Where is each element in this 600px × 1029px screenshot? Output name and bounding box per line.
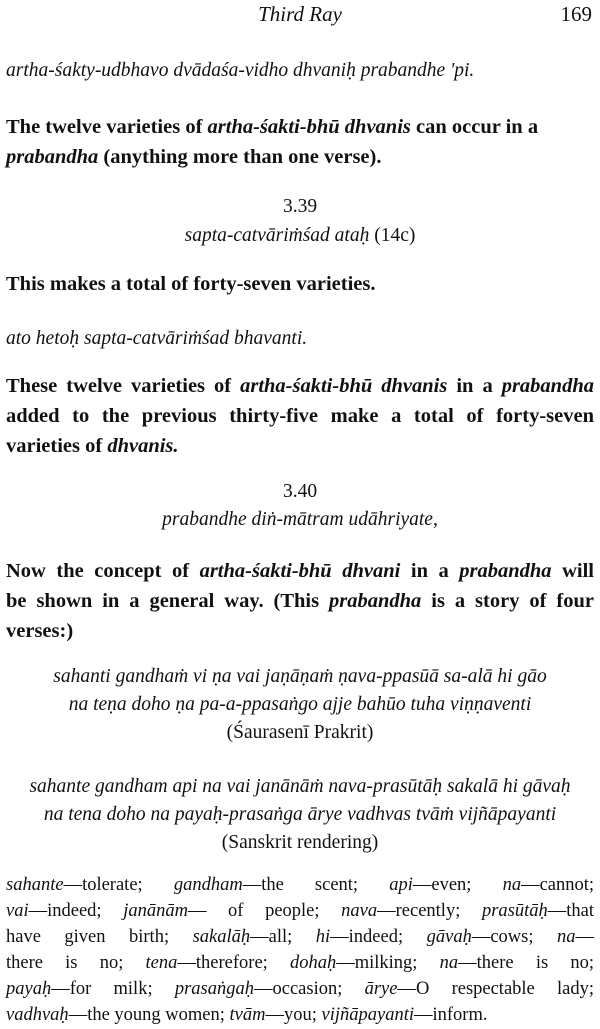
verse-number: 3.39	[282, 196, 318, 217]
paragraph-line: These twelve varieties of artha-śakti-bhū dhvanis in a prabandha	[6, 375, 594, 397]
translation-paragraph-4	[6, 556, 594, 646]
sanskrit-verse	[6, 773, 594, 857]
page-header	[0, 2, 600, 32]
word-for-word-gloss	[6, 872, 594, 1028]
verse-label: (Sanskrit rendering)	[221, 832, 379, 853]
running-head: Third Ray	[258, 2, 342, 26]
verse-line: sahanti gandhaṁ vi ṇa vai jaṇāṇaṁ ṇava-ppasūā sa-alā hi gāo	[53, 666, 547, 687]
sanskrit-line-p1: artha-śakty-udbhavo dvādaśa-vidho dhvaniḥ prabandhe 'pi.	[6, 60, 475, 81]
paragraph-line: be shown in a general way. (This prabandha is a story of four	[6, 590, 594, 612]
page-number: 169	[560, 2, 592, 26]
paragraph-line: added to the previous thirty-five make a total of forty-seven	[6, 405, 594, 427]
gloss-line: vadhvaḥ—the young women; tvām—you; vijñāpayanti—inform.	[6, 1005, 488, 1025]
verse-line: na teṇa doho ṇa pa-a-ppasaṅgo ajje bahūo tuha viṇṇaventi	[68, 694, 532, 715]
gloss-line: there is no; tena—therefore; dohaḥ—milking; na—there is no;	[6, 953, 595, 973]
translation-paragraph-3	[6, 371, 594, 461]
paragraph-line: verses:)	[6, 620, 74, 642]
verse-label: (Śaurasenī Prakrit)	[226, 722, 374, 743]
verse-text: prabandhe diṅ-mātram udāhriyate,	[162, 509, 438, 530]
translation-paragraph-2: This makes a total of forty-seven varieties.	[6, 273, 376, 295]
verse-3-40	[6, 478, 594, 534]
prakrit-verse	[6, 663, 594, 747]
paragraph-line: varieties of dhvanis.	[6, 435, 179, 457]
gloss-line: vai—indeed; janānām— of people; nava—recently; prasūtāḥ—that	[6, 901, 595, 921]
paragraph-line: The twelve varieties of artha-śakti-bhū dhvanis can occur in a	[6, 116, 539, 138]
verse-line: sahante gandham api na vai janānāṁ nava-prasūtāḥ sakalā hi gāvaḥ	[29, 776, 571, 797]
paragraph-line: prabandha (anything more than one verse).	[6, 146, 382, 168]
verse-line: na tena doho na payaḥ-prasaṅga ārye vadhvas tvāṁ vijñāpayanti	[43, 804, 557, 825]
gloss-line: sahante—tolerate; gandham—the scent; api—even; na—cannot;	[6, 875, 595, 895]
paragraph-line: Now the concept of artha-śakti-bhū dhvani in a prabandha will	[6, 560, 594, 582]
verse-text: sapta-catvāriṁśad ataḥ (14c)	[184, 225, 416, 246]
verse-3-39	[6, 192, 594, 250]
sanskrit-line-p4: ato hetoḥ sapta-catvāriṁśad bhavanti.	[6, 328, 308, 349]
gloss-line: payaḥ—for milk; prasaṅgaḥ—occasion; ārye—O respectable lady;	[6, 979, 594, 999]
verse-number: 3.40	[282, 481, 318, 502]
translation-paragraph-1	[6, 112, 594, 172]
gloss-line: have given birth; sakalāḥ—all; hi—indeed; gāvaḥ—cows; na—	[6, 927, 594, 947]
